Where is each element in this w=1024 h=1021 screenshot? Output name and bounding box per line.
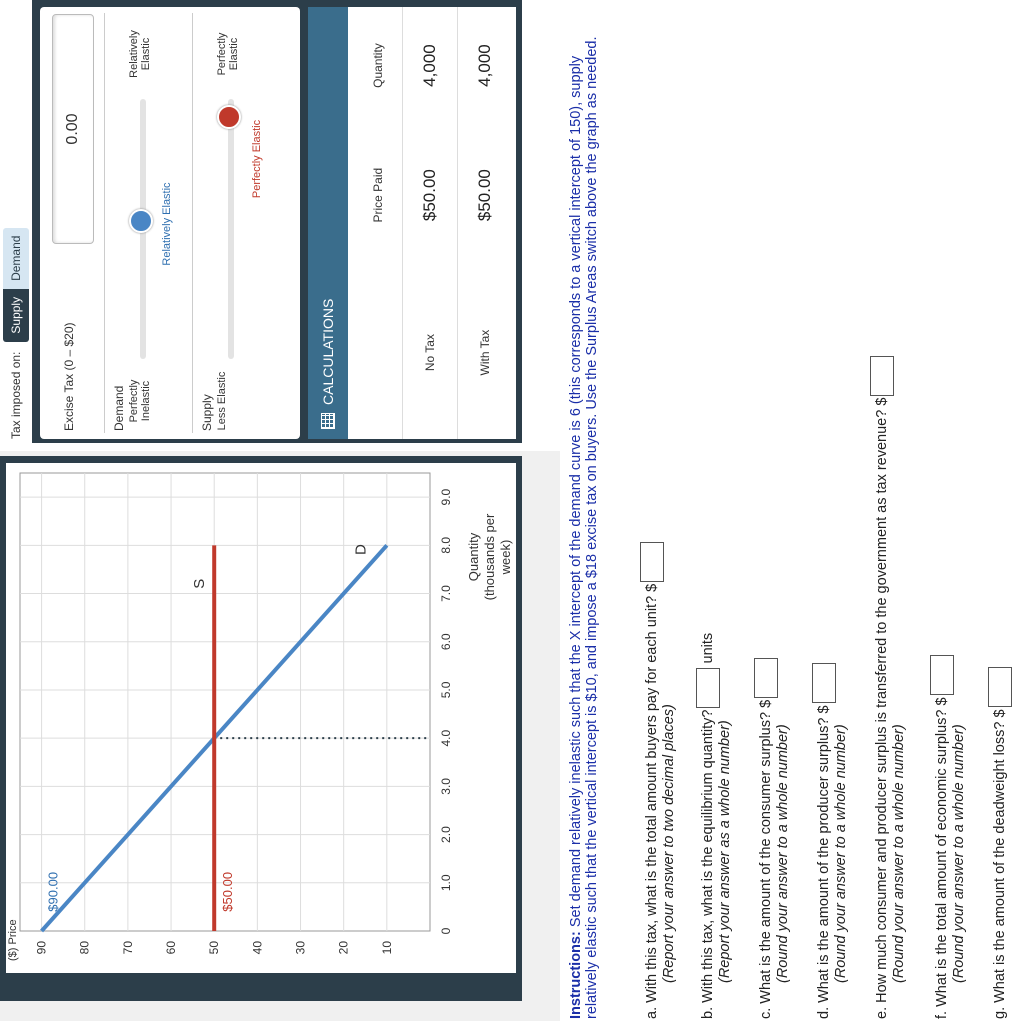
graph-panel	[0, 451, 560, 1021]
supply-price-label: $50.00	[220, 871, 236, 912]
question-e-hint: (Round your answer to a whole number)	[891, 724, 907, 983]
price-paid-cell: $50.00	[458, 124, 513, 266]
divider	[104, 13, 105, 433]
divider	[192, 13, 193, 433]
y-tick-label: 40	[250, 941, 265, 955]
x-tick-label: 9.0	[439, 488, 453, 506]
supply-tab-button[interactable]: Supply	[3, 289, 29, 342]
answer-d-input[interactable]	[812, 663, 836, 703]
question-f-hint: (Round your answer to a whole number)	[951, 724, 967, 983]
y-tick-label: 30	[293, 941, 308, 955]
table-row	[403, 7, 458, 439]
y-tick-label: 80	[77, 941, 92, 955]
y-tick-label: 60	[164, 941, 179, 955]
y-axis-title: ($) Price	[7, 919, 19, 961]
calculations-table	[354, 7, 512, 439]
quantity-header: Quantity	[371, 43, 385, 88]
calculations-title: CALCULATIONS	[320, 298, 336, 405]
price-paid-cell: $50.00	[403, 124, 458, 266]
demand-current-value: Relatively Elastic	[161, 182, 173, 266]
question-f-text: f. What is the total amount of economic surplus? $	[933, 697, 950, 1019]
question-c-text: c. What is the amount of the consumer surplus? $	[757, 699, 774, 1019]
answer-c-input[interactable]	[754, 658, 778, 698]
instructions-bold: Instructions:	[568, 931, 584, 1019]
x-tick-label: 5.0	[439, 681, 453, 699]
questions-section	[568, 0, 1024, 1021]
row-label: With Tax	[458, 266, 513, 439]
question-a-text: a. With this tax, what is the total amount buyers pay for each unit? $	[643, 583, 660, 1019]
tax-imposed-header	[0, 0, 32, 443]
x-tick-label: 4.0	[439, 729, 453, 747]
x-tick-label: 6.0	[439, 633, 453, 651]
answer-e-input[interactable]	[870, 356, 894, 396]
tax-target-switch[interactable]	[3, 228, 29, 342]
y-tick-label: 20	[336, 941, 351, 955]
question-d-hint: (Round your answer to a whole number)	[833, 724, 849, 983]
table-icon	[321, 413, 335, 429]
supply-right-label: Perfectly Elastic	[216, 32, 240, 76]
question-b-text: b. With this tax, what is the equilibrium quantity?	[699, 709, 716, 1019]
answer-f-input[interactable]	[930, 655, 954, 695]
x-axis-subtitle: (thousands per week)	[482, 513, 513, 601]
x-tick-label: 3.0	[439, 778, 453, 795]
price-paid-header: Price Paid	[371, 167, 385, 223]
y-tick-label: 70	[120, 941, 135, 955]
demand-right-label: Relatively Elastic	[128, 30, 152, 78]
supply-left-label: Less Elastic	[216, 371, 228, 431]
x-tick-label: 1.0	[439, 874, 453, 892]
quantity-cell: 4,000	[458, 7, 513, 124]
question-b-hint: (Report your answer as a whole number)	[717, 720, 733, 983]
calculations-header[interactable]	[308, 7, 348, 439]
excise-tax-input[interactable]: 0.00	[52, 14, 94, 244]
supply-section-label: Supply	[200, 394, 214, 431]
supply-slider-knob[interactable]	[217, 105, 241, 129]
x-tick-label: 8.0	[439, 536, 453, 554]
x-axis-title	[466, 497, 514, 617]
demand-section-label: Demand	[112, 385, 126, 431]
x-tick-label: 2.0	[439, 826, 453, 843]
instructions-text: Set demand relatively inelastic such that the X intercept of the demand curve is 6 (this corresponds to a vertical intercept of 150), supply relatively elastic such that the vertical intercept is $10, and impose a $18 excise tax on buyers. Use the Surplus Areas switch above the graph as needed.	[568, 36, 600, 1019]
elasticity-controls	[40, 7, 300, 439]
table-row	[458, 7, 513, 439]
instructions	[568, 4, 600, 1019]
question-d-text: d. What is the amount of the producer surplus? $	[815, 705, 832, 1019]
tax-imposed-label: Tax imposed on:	[9, 351, 23, 439]
x-tick-label: 0	[439, 927, 453, 935]
question-c-hint: (Round your answer to a whole number)	[775, 724, 791, 983]
supply-elasticity-slider[interactable]	[228, 99, 234, 359]
excise-tax-label: Excise Tax (0 – $20)	[62, 322, 76, 431]
graph-frame	[0, 456, 522, 1001]
graph-area	[6, 463, 516, 973]
demand-curve-label: D	[352, 544, 370, 555]
x-axis-title-text: Quantity	[466, 532, 481, 582]
table-header-row	[354, 7, 403, 439]
question-g	[988, 667, 1012, 1019]
row-label: No Tax	[403, 266, 458, 439]
plot-area	[20, 473, 430, 931]
demand-tab-button[interactable]: Demand	[3, 228, 29, 289]
question-b-units: units	[699, 632, 716, 664]
question-a-hint: (Report your answer to two decimal places)	[661, 704, 677, 983]
question-g-text: g. What is the amount of the deadweight loss? $	[991, 709, 1008, 1019]
y-tick-label: 50	[207, 941, 222, 955]
supply-current-value: Perfectly Elastic	[251, 119, 263, 199]
quantity-cell: 4,000	[403, 7, 458, 124]
question-e-text: e. How much consumer and producer surplus is transferred to the government as tax revenue? $	[873, 397, 890, 1019]
answer-b-input[interactable]	[696, 668, 720, 708]
supply-curve-label: S	[191, 578, 209, 589]
answer-a-input[interactable]	[640, 542, 664, 582]
x-tick-label: 7.0	[439, 585, 453, 602]
demand-left-label: Perfectly Inelastic	[128, 379, 152, 423]
y-tick-label: 10	[379, 941, 394, 955]
demand-intercept-label: $90.00	[45, 871, 61, 912]
answer-g-input[interactable]	[988, 667, 1012, 707]
calculations-panel	[308, 7, 516, 439]
y-tick-label: 90	[34, 941, 49, 955]
supply-demand-chart	[6, 463, 516, 973]
demand-slider-knob[interactable]	[129, 209, 153, 233]
empty-header	[354, 266, 403, 439]
